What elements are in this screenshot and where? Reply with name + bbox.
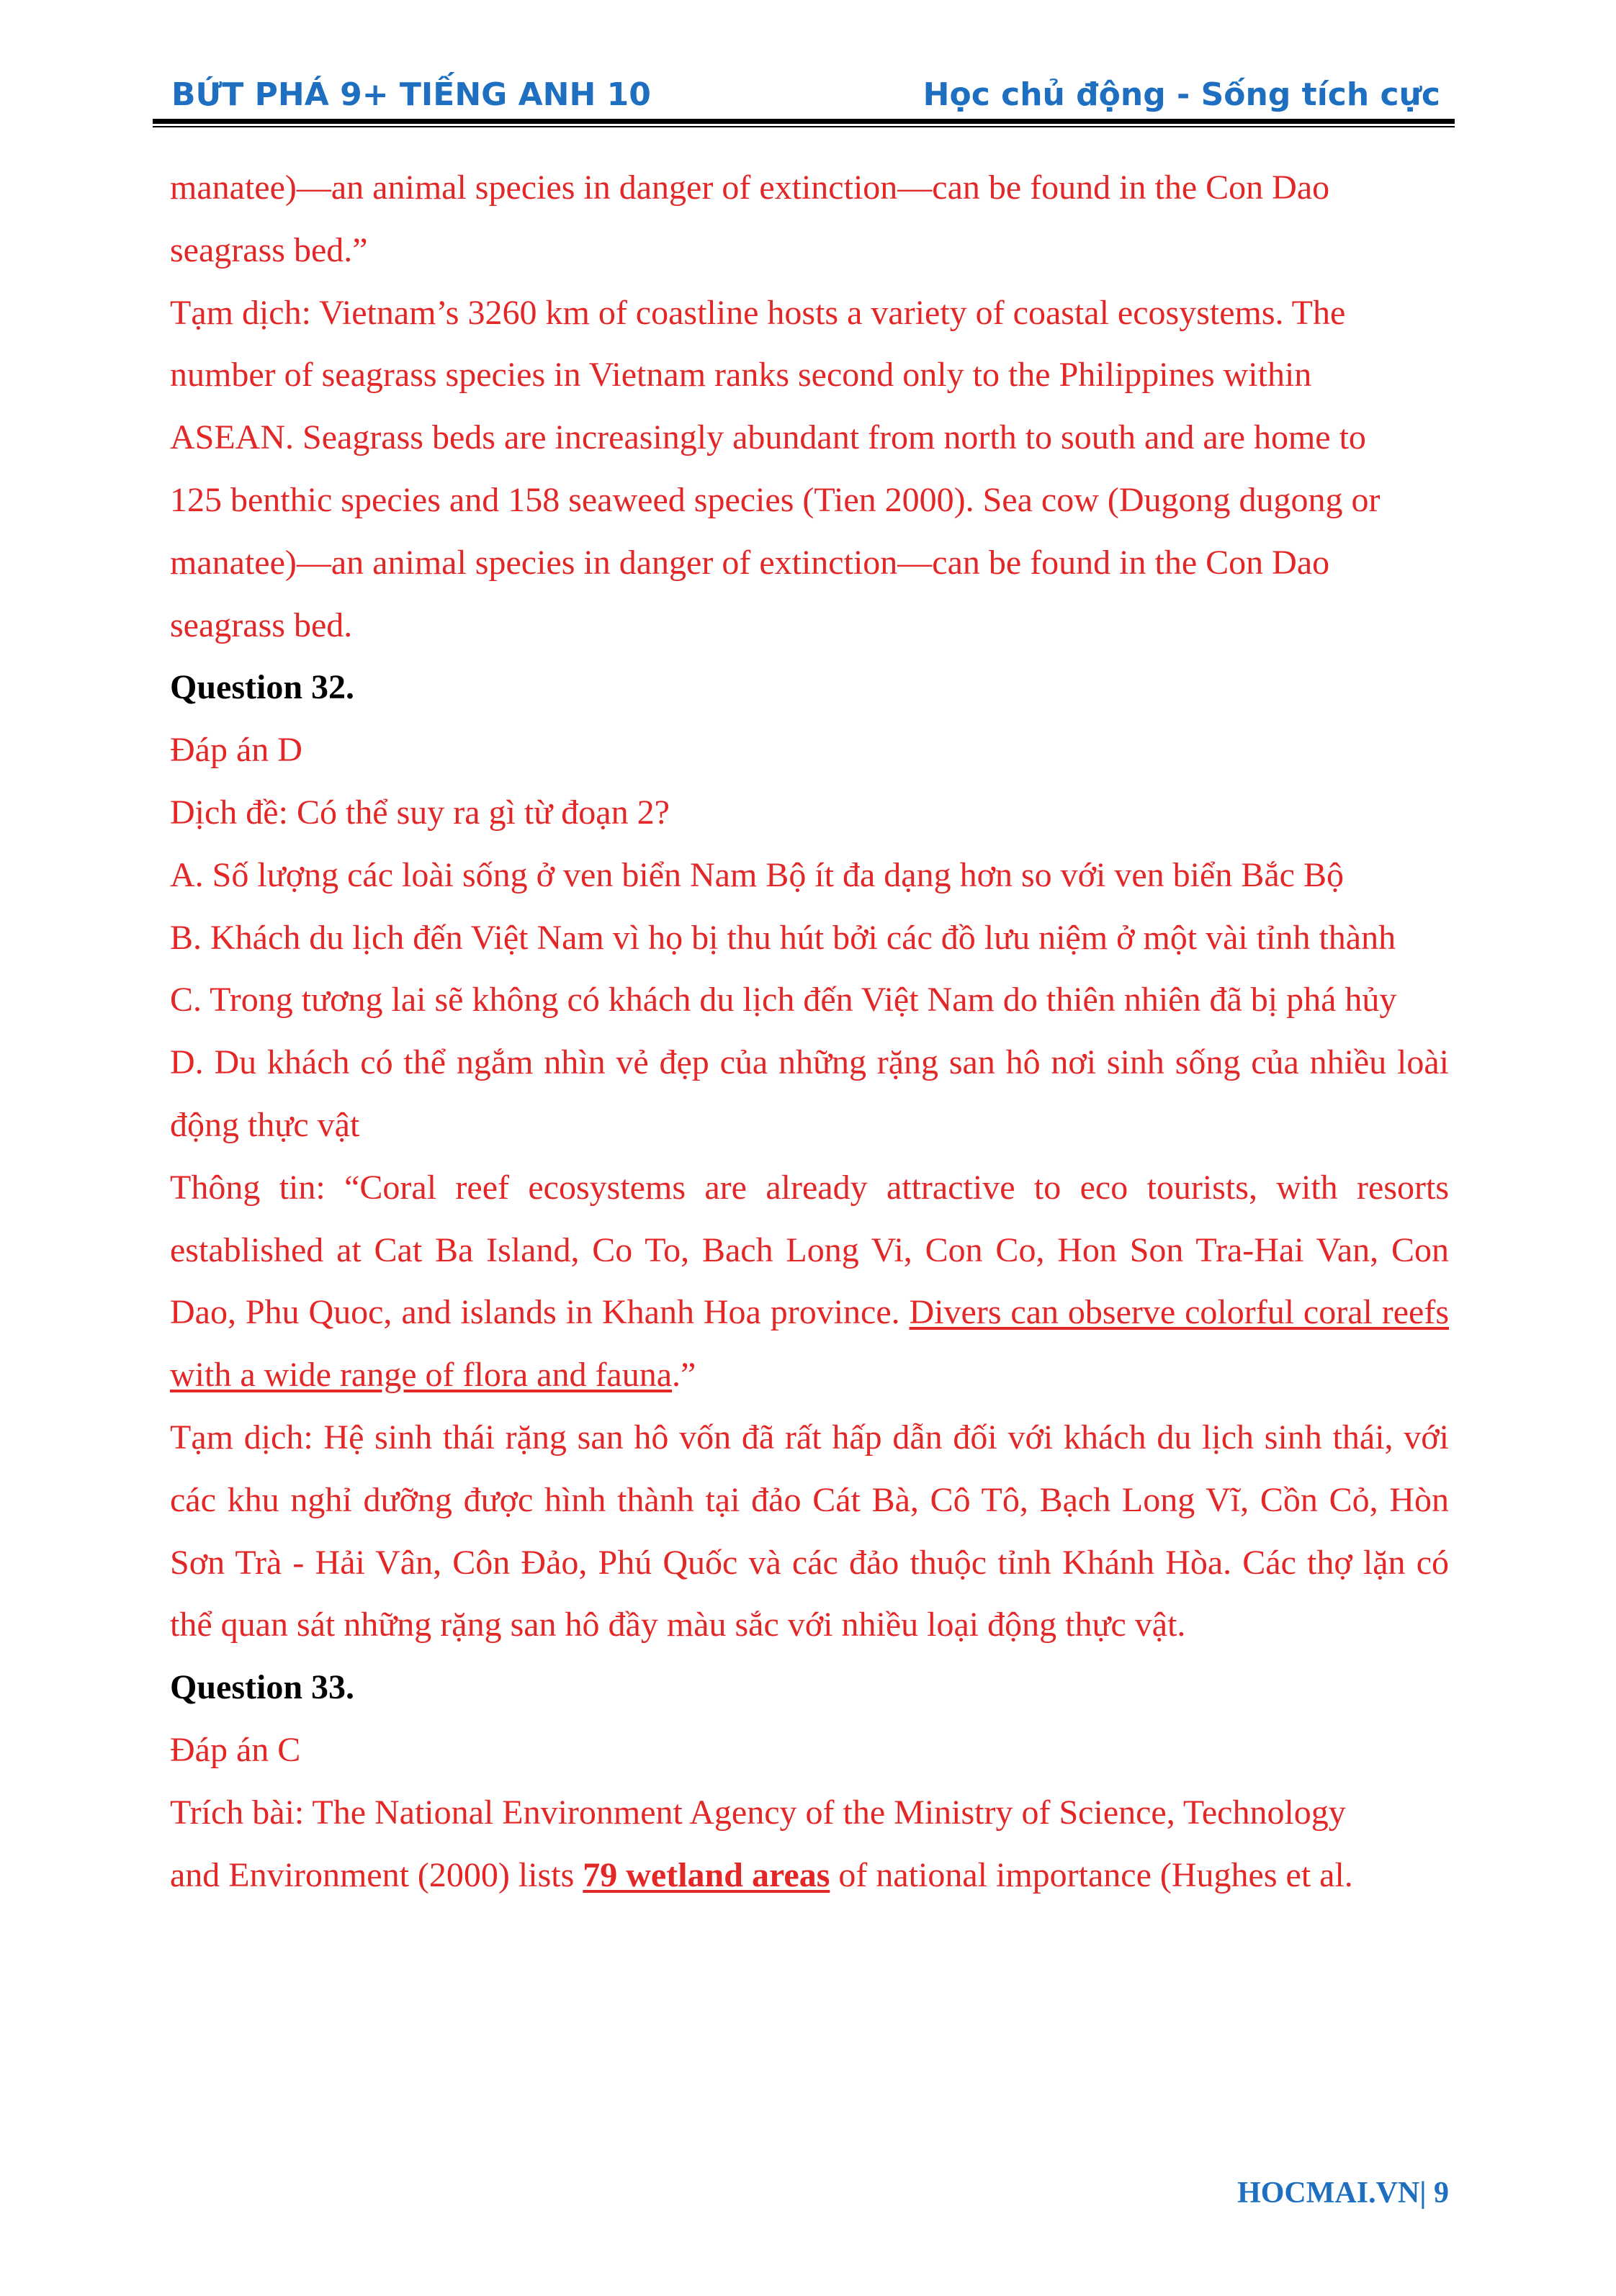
header-divider <box>153 119 1455 124</box>
excerpt-line: Trích bài: The National Environment Agency of the Ministry of Science, Technology <box>170 1793 1346 1832</box>
option-d: D. Du khách có thể ngắm nhìn vẻ đẹp của những rặng san hô nơi sinh sống của nhiều loài động thực vật <box>170 1043 1449 1144</box>
question-33-heading: Question 33. <box>170 1668 355 1707</box>
information-end: .” <box>672 1356 696 1395</box>
underlined-evidence: Divers can observe colorful coral reefs with a wide range of flora and fauna <box>170 1293 1450 1395</box>
translation-paragraph: Tạm dịch: Hệ sinh thái rặng san hô vốn đã rất hấp dẫn đối với khách du lịch sinh thái, với các khu nghỉ dưỡng được hình thành tại đảo Cát Bà, Cô Tô, Bạch Long Vĩ, Cồn Cỏ, Hòn Sơn Trà - Hải Vân, Côn Đảo, Phú Quốc và các đảo thuộc tỉnh Khánh Hòa. Các thợ lặn có thể quan sát những rặng san hô đầy màu sắc với nhiều loại động thực vật. <box>170 1418 1449 1644</box>
text-line: manatee)—an animal species in danger of extinction—can be found in the Con Dao <box>170 168 1330 207</box>
answer-label: Đáp án D <box>170 731 302 770</box>
excerpt-text: and Environment (2000) lists <box>170 1855 583 1894</box>
option-b: B. Khách du lịch đến Việt Nam vì họ bị thu hút bởi các đồ lưu niệm ở một vài tỉnh thành <box>170 918 1396 957</box>
answer-label: Đáp án C <box>170 1730 301 1769</box>
text-line: number of seagrass species in Vietnam ranks second only to the Philippines within <box>170 356 1312 395</box>
information-paragraph <box>170 1157 1449 1407</box>
text-line: manatee)—an animal species in danger of extinction—can be found in the Con Dao <box>170 543 1330 582</box>
option-a: A. Số lượng các loài sống ở ven biển Nam Bộ ít đa dạng hơn so với ven biển Bắc Bộ <box>170 855 1344 894</box>
header-right-title: Học chủ động - Sống tích cực <box>923 76 1440 113</box>
text-line: seagrass bed. <box>170 605 353 644</box>
key-phrase: 79 wetland areas <box>583 1855 830 1894</box>
document-body <box>170 157 1449 1906</box>
question-32-heading: Question 32. <box>170 668 355 707</box>
page-footer: HOCMAI.VN| 9 <box>1237 2176 1449 2210</box>
excerpt-text: of national importance (Hughes et al. <box>830 1855 1353 1894</box>
text-line: Tạm dịch: Vietnam’s 3260 km of coastline hosts a variety of coastal ecosystems. The <box>170 293 1346 332</box>
text-line: seagrass bed.” <box>170 230 368 269</box>
option-c: C. Trong tương lai sẽ không có khách du lịch đến Việt Nam do thiên nhiên đã bị phá hủy <box>170 981 1397 1019</box>
page-header <box>153 72 1455 118</box>
text-line: 125 benthic species and 158 seaweed species (Tien 2000). Sea cow (Dugong dugong or <box>170 480 1381 519</box>
header-divider-thin <box>153 126 1455 127</box>
information-text: Thông tin: “Coral reef ecosystems are already attractive to eco tourists, with resorts established at Cat Ba Island, Co To, Bach Long Vi, Con Co, Hon Son Tra-Hai Van, Con Dao, Phu Quoc, and islands in Khanh Hoa province. <box>170 1168 1449 1332</box>
header-left-title: BỨT PHÁ 9+ TIẾNG ANH 10 <box>171 76 651 113</box>
question-translation: Dịch đề: Có thể suy ra gì từ đoạn 2? <box>170 793 670 832</box>
text-line: ASEAN. Seagrass beds are increasingly abundant from north to south and are home to <box>170 418 1366 457</box>
excerpt-line <box>170 1845 1449 1907</box>
